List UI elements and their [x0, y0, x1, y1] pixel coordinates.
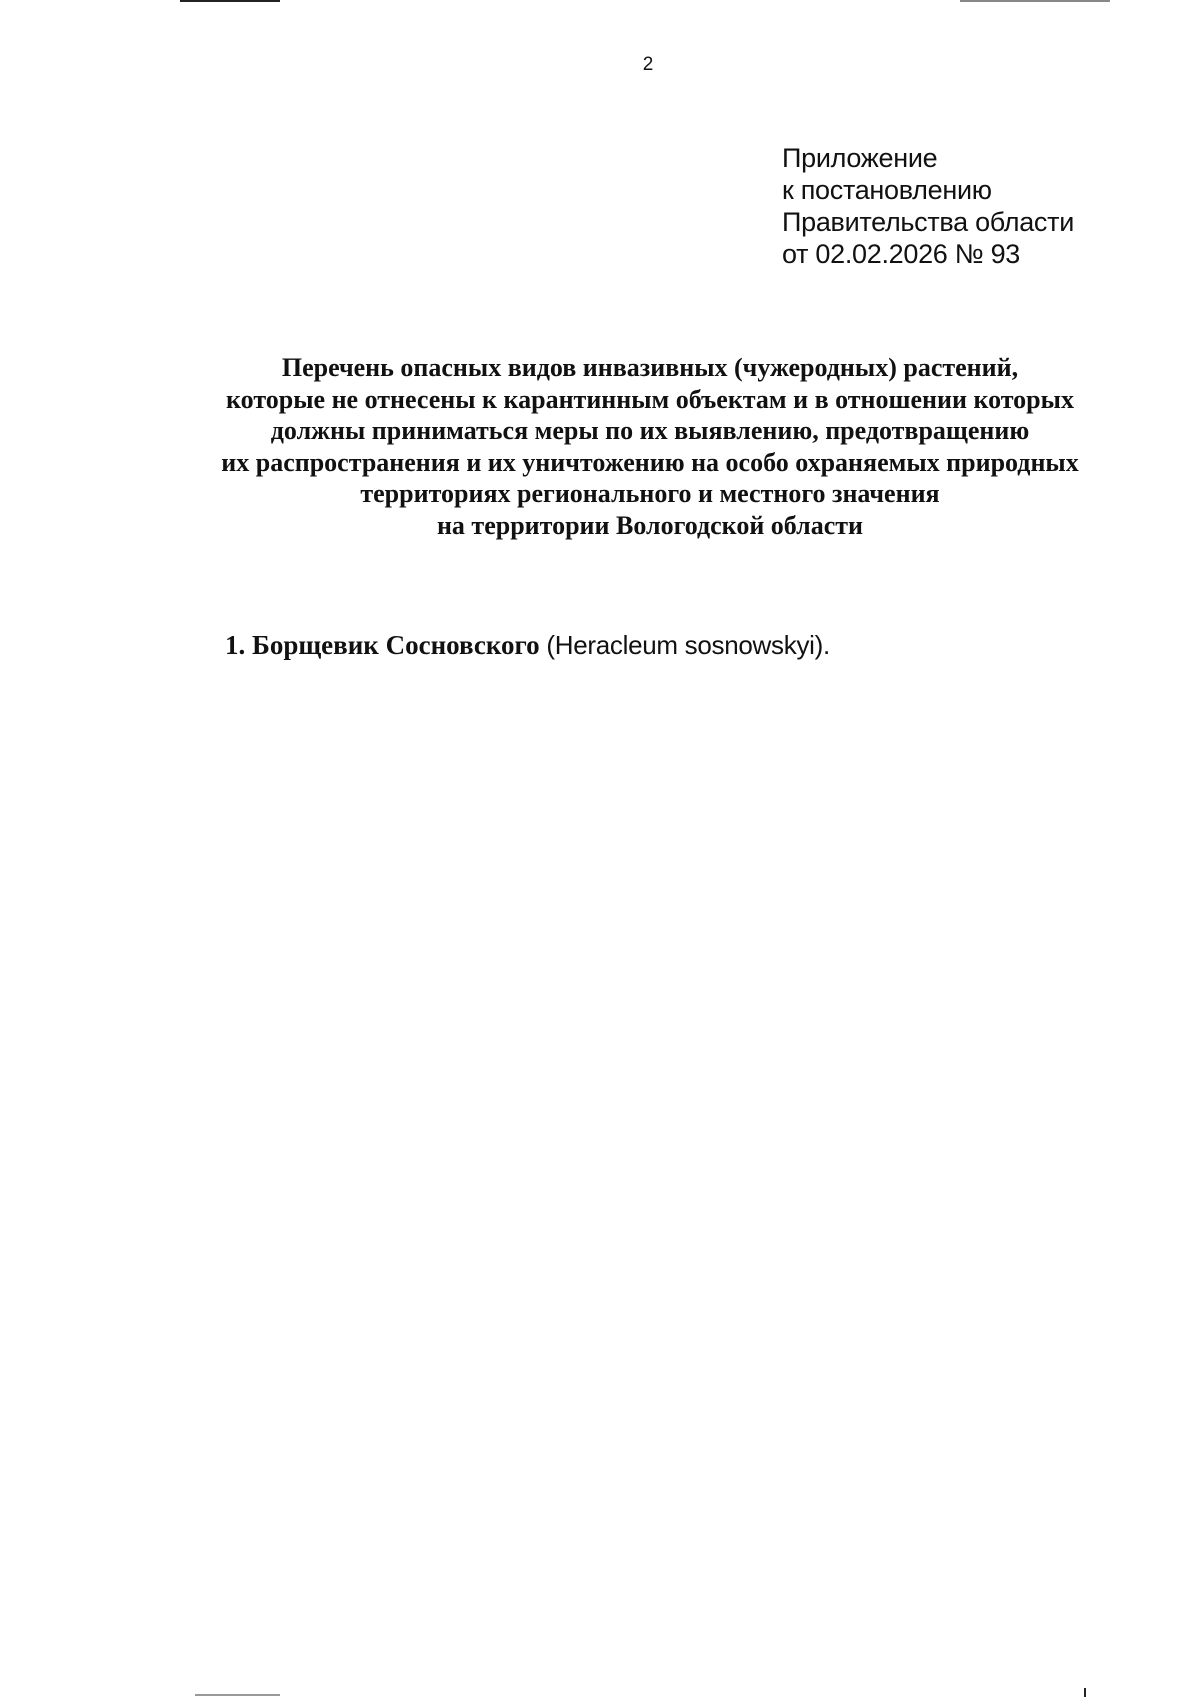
appendix-block — [782, 142, 1074, 270]
title-line: территориях регионального и местного значения — [360, 479, 940, 508]
scan-artifact-bottom-right — [1084, 1688, 1086, 1697]
scan-artifact-bottom-left — [195, 1694, 280, 1696]
list-item-number: 1. — [225, 630, 246, 660]
appendix-line: от 02.02.2026 № 93 — [782, 239, 1021, 269]
plant-latin-name: (Heracleum sosnowskyi). — [546, 630, 830, 660]
page-number: 2 — [642, 54, 654, 75]
title-line: которые не отнесены к карантинным объектам и в отношении которых — [226, 384, 1074, 414]
appendix-line: Правительства области — [782, 207, 1074, 237]
appendix-line: Приложение — [782, 143, 938, 173]
title-line: их распространения и их уничтожению на особо охраняемых природных — [221, 447, 1079, 477]
title-line: на территории Вологодской области — [436, 510, 864, 540]
list-item — [225, 630, 830, 661]
plant-common-name: Борщевик Сосновского — [252, 630, 540, 660]
document-title — [150, 352, 1150, 541]
appendix-line: к постановлению — [782, 175, 992, 205]
title-line: Перечень опасных видов инвазивных (чужеродных) растений, — [281, 353, 1019, 382]
title-line: должны приниматься меры по их выявлению, предотвращению — [270, 416, 1030, 445]
scan-artifact-top-right — [960, 0, 1110, 2]
scan-artifact-top-left — [180, 0, 280, 2]
